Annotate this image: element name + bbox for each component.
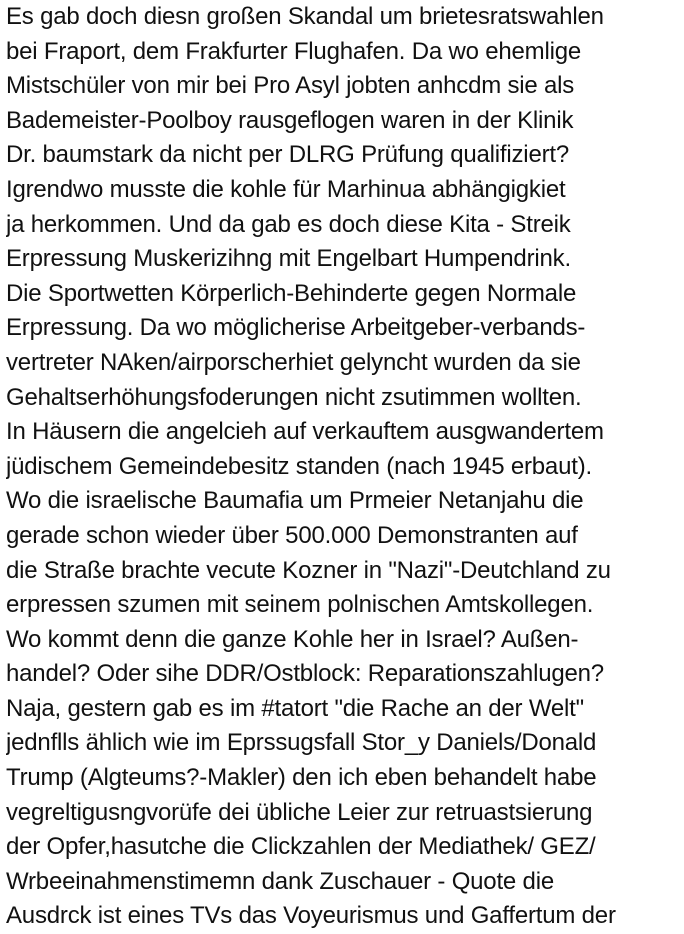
text-line-6: Igrendwo musste die kohle für Marhinua abhängigkiet xyxy=(6,175,566,203)
text-line-1: Es gab doch diesn großen Skandal um brietesratswahlen xyxy=(6,3,604,30)
text-line-12: Gehaltserhöhungsfoderungen nicht zsutimmen wollten. xyxy=(6,383,582,411)
text-line-14: jüdischem Gemeindebesitz standen (nach 1945 erbaut). xyxy=(6,452,592,480)
text-line-18: erpressen szumen mit seinem polnischen Amtskollegen. xyxy=(6,591,594,619)
text-line-4: Bademeister-Poolboy rausgeflogen waren in der Klinik xyxy=(6,106,574,134)
text-line-22: jednflls ählich wie im Eprssugsfall Stor_y Daniels/Donald xyxy=(6,729,597,757)
text-line-19: Wo kommt denn die ganze Kohle her in Israel? Außen- xyxy=(6,625,579,653)
text-line-24: vegreltigusngvorüfe dei übliche Leier zur retruastsierung xyxy=(6,798,593,826)
text-line-26: Wrbeeinahmenstimemn dank Zuschauer - Quote die xyxy=(6,867,554,895)
text-line-16: gerade schon wieder über 500.000 Demonstranten auf xyxy=(6,521,578,549)
text-line-7: ja herkommen. Und da gab es doch diese Kita - Streik xyxy=(6,210,571,238)
text-line-9: Die Sportwetten Körperlich-Behinderte gegen Normale xyxy=(6,279,577,307)
text-line-23: Trump (Algteums?-Makler) den ich eben behandelt habe xyxy=(6,764,597,792)
text-line-5: Dr. baumstark da nicht per DLRG Prüfung qualifiziert? xyxy=(6,141,569,169)
text-line-8: Erpressung Muskerizihng mit Engelbart Humpendrink. xyxy=(6,245,571,273)
document-text-block xyxy=(6,0,682,934)
text-line-17: die Straße brachte vecute Kozner in "Nazi"-Deutchland zu xyxy=(6,556,611,584)
text-line-10: Erpressung. Da wo möglicherise Arbeitgeber-verbands- xyxy=(6,314,586,342)
text-line-13: In Häusern die angelcieh auf verkauftem ausgwandertem xyxy=(6,418,604,446)
text-line-2: bei Fraport, dem Frakfurter Flughafen. Da wo ehemlige xyxy=(6,37,581,65)
text-line-20: handel? Oder sihe DDR/Ostblock: Reparationszahlugen? xyxy=(6,660,604,688)
text-line-27: Ausdrck ist eines TVs das Voyeurismus und Gaffertum der xyxy=(6,902,616,930)
text-line-11: vertreter NAken/airporscherhiet gelyncht wurden da sie xyxy=(6,348,581,376)
text-line-25: der Opfer,hasutche die Clickzahlen der Mediathek/ GEZ/ xyxy=(6,833,596,861)
text-line-3: Mistschüler von mir bei Pro Asyl jobten anhcdm sie als xyxy=(6,72,575,100)
text-line-15: Wo die israelische Baumafia um Prmeier Netanjahu die xyxy=(6,487,584,515)
text-line-21: Naja, gestern gab es im #tatort "die Rache an der Welt" xyxy=(6,694,584,722)
